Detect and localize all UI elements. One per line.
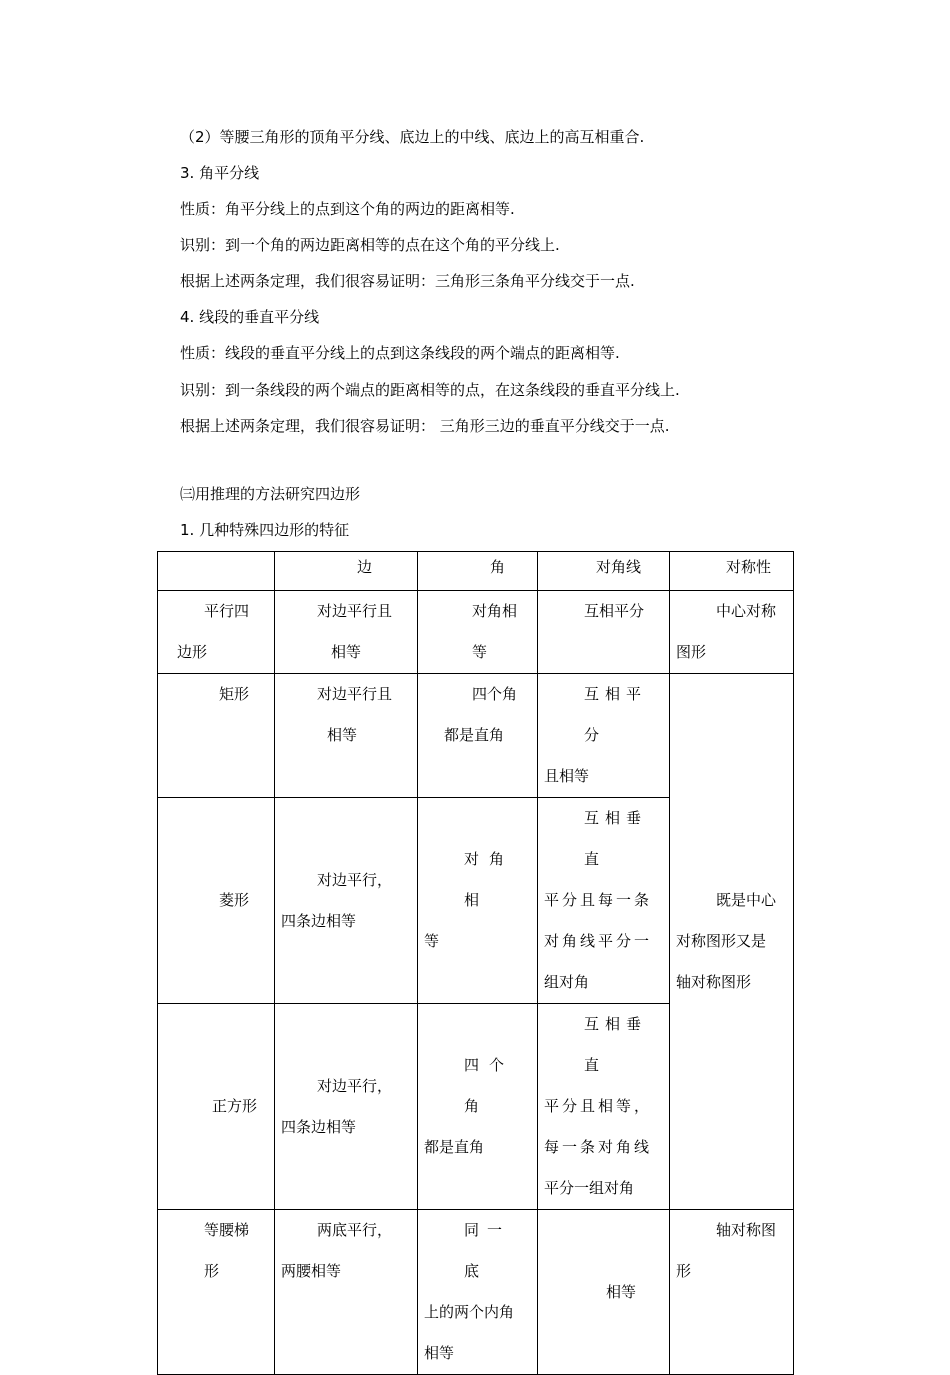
- angle-cell: 对角相 等: [418, 591, 538, 674]
- diagonal-cell: 互相平分 且相等: [538, 674, 670, 798]
- header-angle: 角: [418, 552, 538, 591]
- side-cell: 对边平行且 相等: [275, 674, 418, 798]
- table-row: [158, 674, 794, 798]
- diagonal-cell: 互相平分: [538, 591, 670, 674]
- shape-name-cell: 正方形: [158, 1004, 275, 1210]
- section-heading: 4. 线段的垂直平分线: [180, 308, 320, 326]
- table-row: [158, 1210, 794, 1375]
- quadrilateral-features-table: [157, 551, 794, 1375]
- text-line: 根据上述两条定理，我们很容易证明：三角形三条角平分线交于一点.: [180, 272, 635, 290]
- header-empty-cell: [158, 552, 275, 591]
- table-row: [158, 591, 794, 674]
- header-side: 边: [275, 552, 418, 591]
- text-line: 性质：角平分线上的点到这个角的两边的距离相等.: [180, 200, 515, 218]
- shape-name-cell: 菱形: [158, 798, 275, 1004]
- symmetry-merged-cell: 既是中心 对称图形又是 轴对称图形: [670, 674, 794, 1210]
- diagonal-cell: 互相垂直 平分且每一条 对角线平分一 组对角: [538, 798, 670, 1004]
- angle-cell: 对角相 等: [418, 798, 538, 1004]
- text-line: 识别：到一条线段的两个端点的距离相等的点，在这条线段的垂直平分线上.: [180, 381, 680, 399]
- side-cell: 两底平行， 两腰相等: [275, 1210, 418, 1375]
- shape-name-cell: 矩形: [158, 674, 275, 798]
- text-line: 识别：到一个角的两边距离相等的点在这个角的平分线上.: [180, 236, 560, 254]
- diagonal-cell: 相等: [538, 1210, 670, 1375]
- text-line: 性质：线段的垂直平分线上的点到这条线段的两个端点的距离相等.: [180, 344, 620, 362]
- angle-cell: 四个角 都是直角: [418, 1004, 538, 1210]
- symmetry-cell: 中心对称 图形: [670, 591, 794, 674]
- section-heading: 3. 角平分线: [180, 164, 260, 182]
- angle-cell: 同一底 上的两个内角 相等: [418, 1210, 538, 1375]
- symmetry-cell: 轴对称图 形: [670, 1210, 794, 1375]
- table-header-row: [158, 552, 794, 591]
- text-line: （2）等腰三角形的顶角平分线、底边上的中线、底边上的高互相重合.: [180, 128, 645, 146]
- side-cell: 对边平行， 四条边相等: [275, 798, 418, 1004]
- header-symmetry: 对称性: [670, 552, 794, 591]
- angle-cell: 四个角 都是直角: [418, 674, 538, 798]
- text-line: 根据上述两条定理，我们很容易证明： 三角形三边的垂直平分线交于一点.: [180, 417, 670, 435]
- header-diagonal: 对角线: [538, 552, 670, 591]
- shape-name-cell: 等腰梯 形: [158, 1210, 275, 1375]
- side-cell: 对边平行且 相等: [275, 591, 418, 674]
- section-heading: 1. 几种特殊四边形的特征: [180, 521, 350, 539]
- section-heading: ㈢用推理的方法研究四边形: [180, 485, 361, 503]
- side-cell: 对边平行， 四条边相等: [275, 1004, 418, 1210]
- shape-name-cell: 平行四 边形: [158, 591, 275, 674]
- diagonal-cell: 互相垂直 平分且相等， 每一条对角线 平分一组对角: [538, 1004, 670, 1210]
